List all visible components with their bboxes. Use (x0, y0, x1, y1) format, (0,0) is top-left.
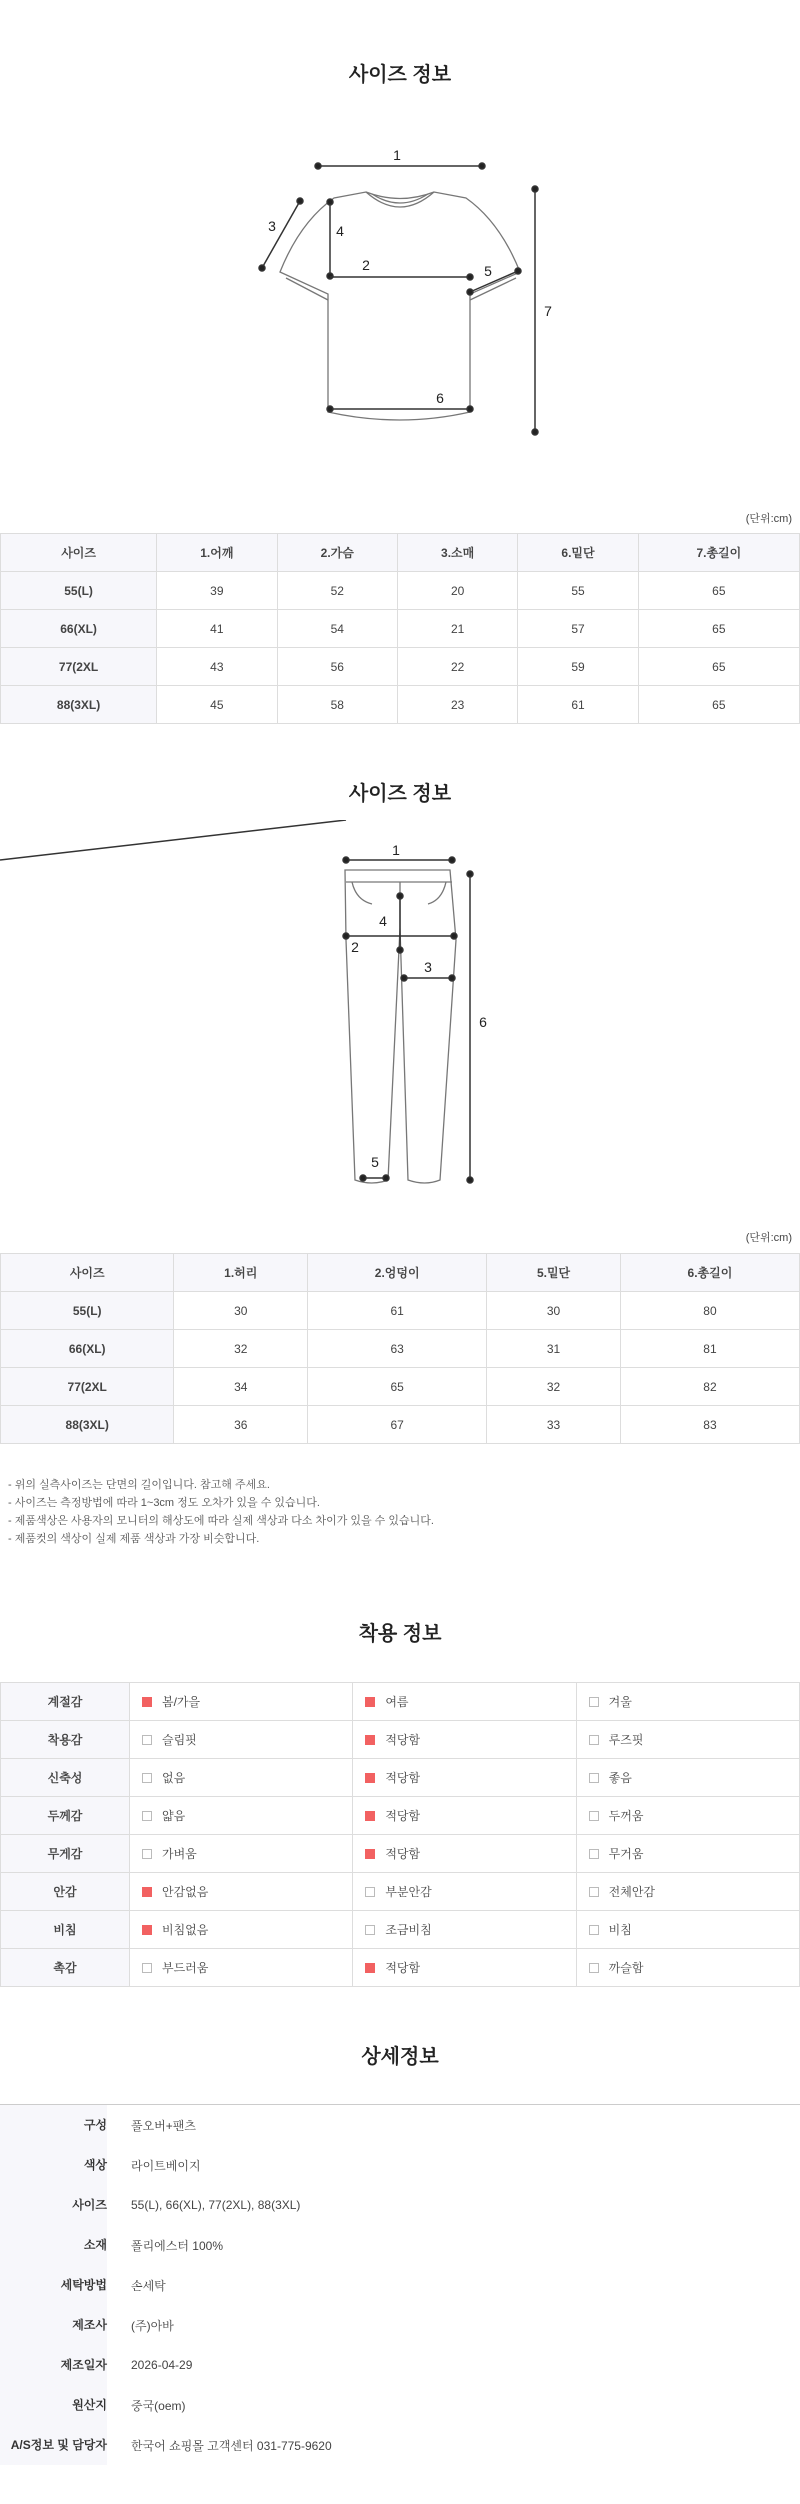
fit-option (353, 1797, 576, 1835)
fit-option-label: 가벼움 (162, 1847, 197, 1861)
fit-option (130, 1911, 353, 1949)
fit-option-label: 적당함 (385, 1733, 421, 1747)
table-row (1, 572, 800, 610)
table-row (1, 610, 800, 648)
fit-option (353, 1873, 576, 1911)
table-row (1, 1406, 800, 1444)
detail-value: 풀오버+팬츠 (131, 2118, 196, 2133)
diagram-label-1: 1 (393, 147, 401, 163)
table-cell: 65 (308, 1368, 487, 1406)
detail-row (0, 2185, 800, 2225)
size-label-cell: 55(L) (1, 1292, 174, 1330)
detail-label: 구성 (0, 2105, 107, 2145)
detail-value: 한국어 쇼핑몰 고객센터 031-775-9620 (131, 2438, 332, 2453)
table-cell: 83 (620, 1406, 799, 1444)
fit-option-label: 부드러움 (162, 1961, 209, 1975)
fit-info-title: 착용 정보 (358, 1623, 442, 1645)
fit-option-label: 비침 (608, 1923, 632, 1937)
fit-option-label: 적당함 (385, 1961, 421, 1975)
diagram-label-6: 6 (479, 1014, 487, 1030)
checked-checkbox-icon (365, 1849, 375, 1859)
detail-row (0, 2105, 800, 2145)
checked-checkbox-icon (365, 1735, 375, 1745)
fit-option (576, 1911, 799, 1949)
fit-option-label: 까슬함 (608, 1961, 644, 1975)
size-label-cell: 88(3XL) (1, 686, 157, 724)
table-cell: 56 (277, 648, 397, 686)
fit-row (1, 1911, 800, 1949)
detail-row (0, 2385, 800, 2425)
unchecked-checkbox-icon (589, 1925, 599, 1935)
unchecked-checkbox-icon (142, 1963, 152, 1973)
table-row (1, 686, 800, 724)
note-item: - 제품컷의 색상이 실제 제품 색상과 가장 비슷합니다. (8, 1533, 260, 1545)
detail-label: A/S정보 및 담당자 (0, 2425, 107, 2465)
fit-option (130, 1949, 353, 1987)
fit-row (1, 1797, 800, 1835)
detail-value: (주)아바 (131, 2318, 174, 2333)
table-cell: 30 (174, 1292, 308, 1330)
size-label-cell: 55(L) (1, 572, 157, 610)
detail-value: 폴리에스터 100% (131, 2238, 223, 2253)
fit-option (353, 1911, 576, 1949)
table-row (1, 1292, 800, 1330)
unchecked-checkbox-icon (365, 1925, 375, 1935)
unchecked-checkbox-icon (589, 1697, 599, 1707)
tshirt-outline (280, 192, 520, 420)
table-cell: 30 (487, 1292, 621, 1330)
table-cell: 23 (397, 686, 517, 724)
fit-option (353, 1949, 576, 1987)
fit-option-label: 두꺼움 (608, 1809, 644, 1823)
fit-option (130, 1759, 353, 1797)
diagram-label-5: 5 (484, 263, 492, 279)
unchecked-checkbox-icon (589, 1773, 599, 1783)
table-cell: 32 (487, 1368, 621, 1406)
bottom-size-title: 사이즈 정보 (348, 783, 452, 805)
detail-value: 중국(oem) (131, 2398, 186, 2413)
fit-option-label: 없음 (162, 1771, 186, 1785)
table-header: 6.밑단 (518, 534, 638, 572)
detail-value: 라이트베이지 (131, 2158, 201, 2173)
fit-option-label: 봄/가을 (162, 1695, 201, 1709)
fit-row-label: 무게감 (1, 1835, 130, 1873)
diagram-label-1: 1 (392, 842, 400, 858)
detail-info-title: 상세정보 (361, 2046, 439, 2068)
fit-row (1, 1835, 800, 1873)
table-cell: 52 (277, 572, 397, 610)
table-cell: 39 (157, 572, 277, 610)
detail-value: 55(L), 66(XL), 77(2XL), 88(3XL) (131, 2198, 301, 2212)
table-header: 3.소매 (397, 534, 517, 572)
notes-list (8, 1476, 434, 1548)
fit-option-label: 무거움 (608, 1847, 644, 1861)
fit-option (576, 1797, 799, 1835)
fit-row-label: 착용감 (1, 1721, 130, 1759)
detail-label: 사이즈 (0, 2185, 107, 2225)
table-cell: 65 (638, 572, 799, 610)
fit-option (353, 1835, 576, 1873)
table-cell: 31 (487, 1330, 621, 1368)
table-header: 7.총길이 (638, 534, 799, 572)
detail-label: 원산지 (0, 2385, 107, 2425)
size-label-cell: 77(2XL (1, 1368, 174, 1406)
size-label-cell: 77(2XL (1, 648, 157, 686)
detail-label: 색상 (0, 2145, 107, 2185)
fit-row (1, 1759, 800, 1797)
table-cell: 67 (308, 1406, 487, 1444)
note-item: - 사이즈는 측정방법에 따라 1~3cm 정도 오차가 있을 수 있습니다. (8, 1497, 320, 1509)
table-cell: 41 (157, 610, 277, 648)
unchecked-checkbox-icon (589, 1735, 599, 1745)
top-size-title: 사이즈 정보 (348, 64, 452, 86)
diagram-label-4: 4 (379, 913, 387, 929)
bottom-size-table (0, 1253, 800, 1444)
checked-checkbox-icon (365, 1811, 375, 1821)
top-unit-label: (단위:cm) (745, 513, 792, 525)
size-label-cell: 66(XL) (1, 1330, 174, 1368)
fit-row-label: 두께감 (1, 1797, 130, 1835)
fit-option (353, 1759, 576, 1797)
table-cell: 81 (620, 1330, 799, 1368)
unchecked-checkbox-icon (589, 1963, 599, 1973)
table-header: 6.총길이 (620, 1254, 799, 1292)
table-cell: 61 (518, 686, 638, 724)
table-header-row (1, 534, 800, 572)
diagram-label-5: 5 (371, 1154, 379, 1170)
table-cell: 59 (518, 648, 638, 686)
diagram-label-4: 4 (336, 223, 344, 239)
table-cell: 22 (397, 648, 517, 686)
table-cell: 63 (308, 1330, 487, 1368)
fit-option-label: 적당함 (385, 1809, 421, 1823)
table-cell: 57 (518, 610, 638, 648)
note-item: - 위의 실측사이즈는 단면의 길이입니다. 참고해 주세요. (8, 1479, 270, 1491)
fit-option-label: 조금비침 (385, 1923, 432, 1937)
table-cell: 36 (174, 1406, 308, 1444)
fit-option (130, 1873, 353, 1911)
fit-option (353, 1683, 576, 1721)
table-cell: 65 (638, 610, 799, 648)
checked-checkbox-icon (365, 1773, 375, 1783)
diagram-label-2: 2 (362, 257, 370, 273)
fit-option (576, 1949, 799, 1987)
unchecked-checkbox-icon (142, 1735, 152, 1745)
detail-info-list (0, 2104, 800, 2465)
fit-option-label: 부분안감 (385, 1885, 432, 1899)
detail-row (0, 2305, 800, 2345)
fit-option (576, 1759, 799, 1797)
fit-option (130, 1835, 353, 1873)
fit-option-label: 비침없음 (162, 1923, 209, 1937)
fit-option (130, 1721, 353, 1759)
detail-row (0, 2425, 800, 2465)
fit-row-label: 계절감 (1, 1683, 130, 1721)
table-header: 사이즈 (1, 534, 157, 572)
fit-option (576, 1683, 799, 1721)
table-header: 5.밑단 (487, 1254, 621, 1292)
table-cell: 43 (157, 648, 277, 686)
fit-row-label: 촉감 (1, 1949, 130, 1987)
table-cell: 20 (397, 572, 517, 610)
diagram-label-3: 3 (424, 959, 432, 975)
table-row (1, 648, 800, 686)
table-cell: 32 (174, 1330, 308, 1368)
table-cell: 61 (308, 1292, 487, 1330)
table-cell: 33 (487, 1406, 621, 1444)
table-cell: 34 (174, 1368, 308, 1406)
detail-row (0, 2265, 800, 2305)
unchecked-checkbox-icon (365, 1887, 375, 1897)
fit-option-label: 안감없음 (162, 1885, 209, 1899)
fit-option (130, 1797, 353, 1835)
fit-row (1, 1873, 800, 1911)
checked-checkbox-icon (142, 1697, 152, 1707)
fit-row-label: 비침 (1, 1911, 130, 1949)
table-row (1, 1330, 800, 1368)
unchecked-checkbox-icon (142, 1773, 152, 1783)
fit-option-label: 적당함 (385, 1771, 421, 1785)
diagram-label-2: 2 (351, 939, 359, 955)
detail-label: 세탁방법 (0, 2265, 107, 2305)
table-cell: 65 (638, 648, 799, 686)
table-header: 2.엉덩이 (308, 1254, 487, 1292)
fit-option-label: 슬림핏 (162, 1733, 197, 1747)
table-header: 1.허리 (174, 1254, 308, 1292)
table-cell: 58 (277, 686, 397, 724)
detail-row (0, 2345, 800, 2385)
tshirt-size-diagram (0, 0, 800, 460)
fit-option (130, 1683, 353, 1721)
note-item: - 제품색상은 사용자의 모니터의 해상도에 따라 실제 색상과 다소 차이가 있을 수 있습니다. (8, 1515, 434, 1527)
table-header-row (1, 1254, 800, 1292)
table-row (1, 1368, 800, 1406)
fit-row (1, 1683, 800, 1721)
bottom-unit-label: (단위:cm) (745, 1232, 792, 1244)
fit-row (1, 1721, 800, 1759)
diagram-label-6: 6 (436, 390, 444, 406)
checked-checkbox-icon (142, 1925, 152, 1935)
table-cell: 21 (397, 610, 517, 648)
detail-value: 손세탁 (131, 2278, 166, 2293)
diagram-label-7: 7 (544, 303, 552, 319)
detail-label: 제조일자 (0, 2345, 107, 2385)
table-cell: 82 (620, 1368, 799, 1406)
table-cell: 80 (620, 1292, 799, 1330)
size-label-cell: 66(XL) (1, 610, 157, 648)
fit-option (576, 1873, 799, 1911)
checked-checkbox-icon (365, 1963, 375, 1973)
fit-option (576, 1721, 799, 1759)
fit-option-label: 겨울 (608, 1695, 632, 1709)
size-label-cell: 88(3XL) (1, 1406, 174, 1444)
detail-row (0, 2225, 800, 2265)
detail-row (0, 2145, 800, 2185)
unchecked-checkbox-icon (589, 1887, 599, 1897)
fit-row-label: 안감 (1, 1873, 130, 1911)
table-cell: 65 (638, 686, 799, 724)
checked-checkbox-icon (365, 1697, 375, 1707)
unchecked-checkbox-icon (142, 1811, 152, 1821)
fit-option-label: 얇음 (162, 1809, 186, 1823)
fit-option-label: 좋음 (608, 1771, 632, 1785)
fit-option-label: 여름 (385, 1695, 409, 1709)
table-header: 2.가슴 (277, 534, 397, 572)
detail-label: 제조사 (0, 2305, 107, 2345)
fit-option (576, 1835, 799, 1873)
diagram-label-3: 3 (268, 218, 276, 234)
unchecked-checkbox-icon (589, 1811, 599, 1821)
detail-label: 소재 (0, 2225, 107, 2265)
table-cell: 45 (157, 686, 277, 724)
fit-option-label: 전체안감 (608, 1885, 656, 1899)
top-size-table (0, 533, 800, 724)
checked-checkbox-icon (142, 1887, 152, 1897)
table-cell: 54 (277, 610, 397, 648)
table-cell: 55 (518, 572, 638, 610)
table-header: 1.어깨 (157, 534, 277, 572)
fit-option-label: 적당함 (385, 1847, 421, 1861)
unchecked-checkbox-icon (142, 1849, 152, 1859)
fit-row-label: 신축성 (1, 1759, 130, 1797)
fit-row (1, 1949, 800, 1987)
fit-info-table (0, 1682, 800, 1987)
fit-option (353, 1721, 576, 1759)
table-header: 사이즈 (1, 1254, 174, 1292)
unchecked-checkbox-icon (589, 1849, 599, 1859)
fit-option-label: 루즈핏 (608, 1733, 644, 1747)
pants-size-diagram (0, 820, 800, 1200)
detail-value: 2026-04-29 (131, 2358, 193, 2372)
